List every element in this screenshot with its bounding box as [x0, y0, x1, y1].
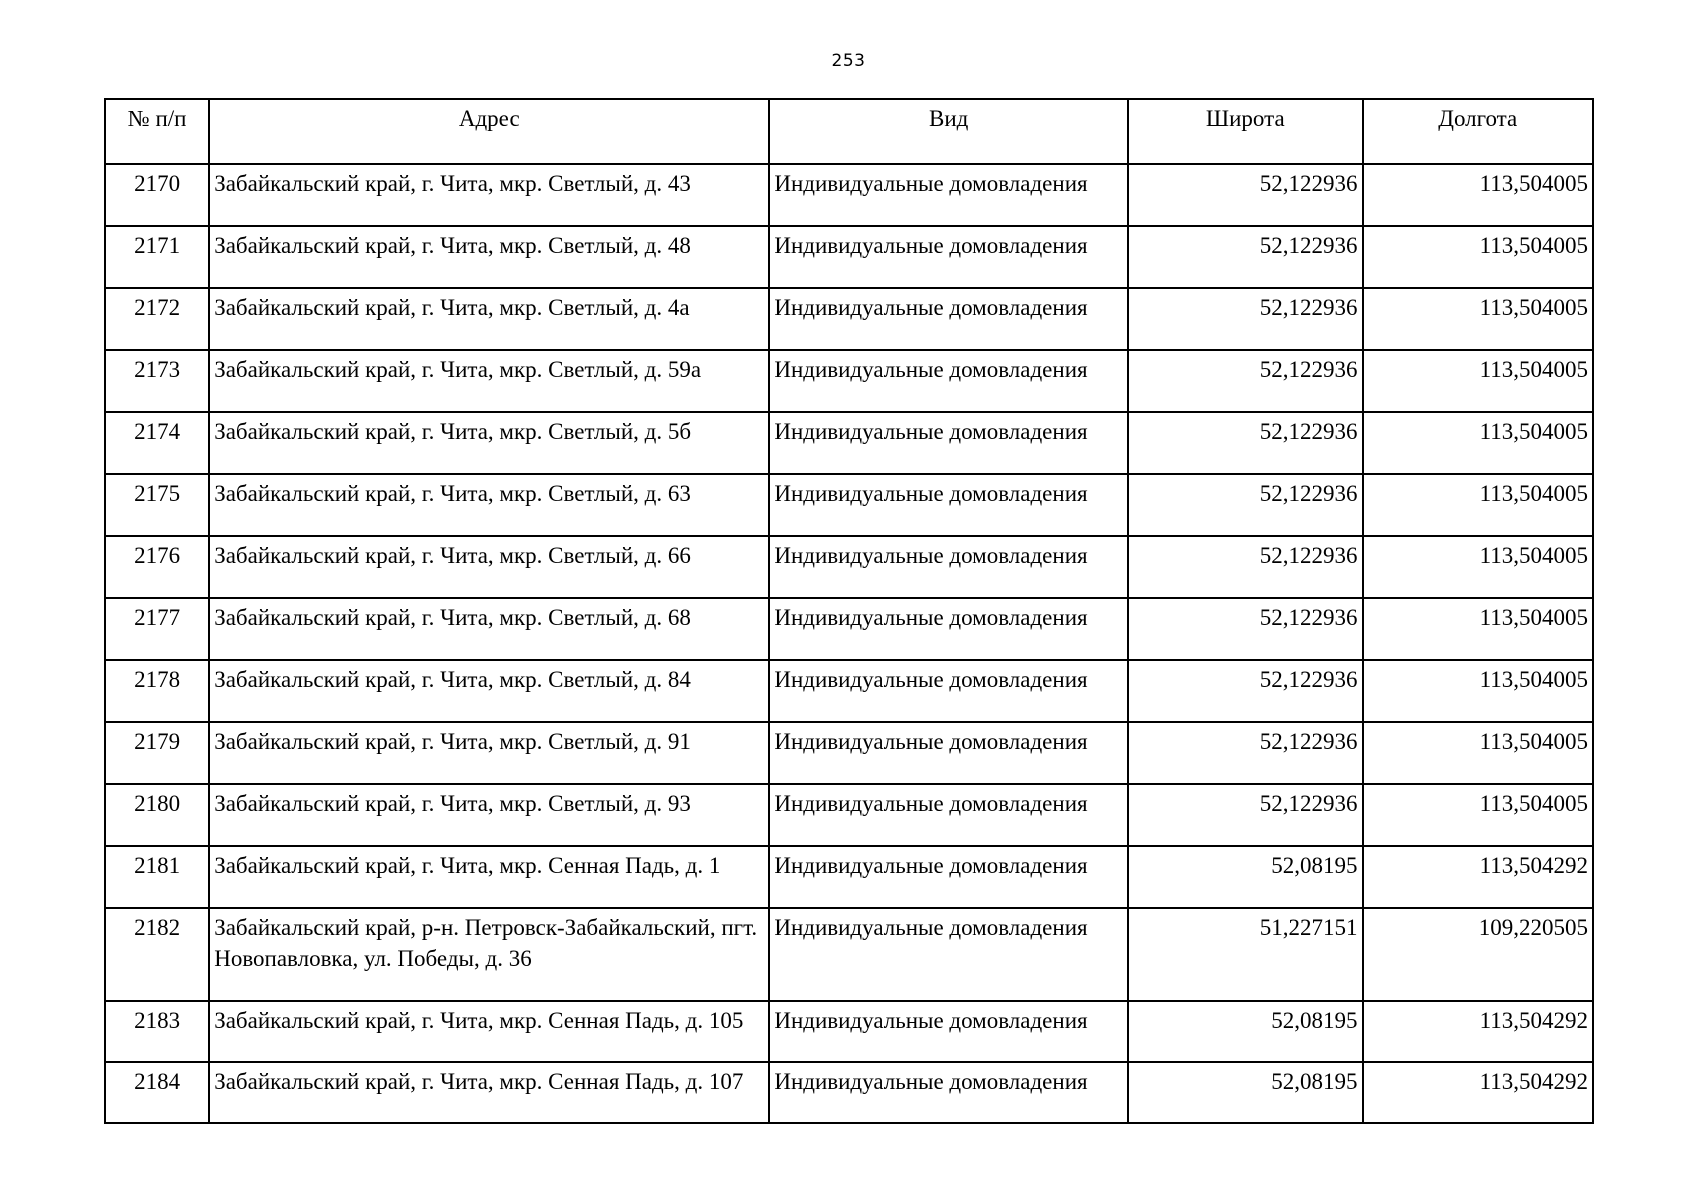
row-number: 2176: [105, 536, 209, 598]
table-row: [105, 536, 1593, 598]
row-number: 2171: [105, 226, 209, 288]
row-address: Забайкальский край, г. Чита, мкр. Светлый, д. 66: [209, 536, 769, 598]
header-kind: Вид: [769, 99, 1128, 164]
header-latitude: Широта: [1128, 99, 1362, 164]
table-row: [105, 660, 1593, 722]
row-kind: Индивидуальные домовладения: [769, 1062, 1128, 1123]
row-kind: Индивидуальные домовладения: [769, 784, 1128, 846]
row-address: Забайкальский край, г. Чита, мкр. Светлый, д. 84: [209, 660, 769, 722]
header-longitude: Долгота: [1363, 99, 1593, 164]
row-latitude: 52,08195: [1128, 1001, 1362, 1062]
row-number: 2184: [105, 1062, 209, 1123]
table-row: [105, 722, 1593, 784]
row-number: 2178: [105, 660, 209, 722]
row-kind: Индивидуальные домовладения: [769, 412, 1128, 474]
row-longitude: 113,504005: [1363, 784, 1593, 846]
table-row: [105, 412, 1593, 474]
row-address: Забайкальский край, г. Чита, мкр. Светлый, д. 63: [209, 474, 769, 536]
row-latitude: 52,122936: [1128, 350, 1362, 412]
row-number: 2177: [105, 598, 209, 660]
row-latitude: 52,122936: [1128, 226, 1362, 288]
table-row: [105, 288, 1593, 350]
row-longitude: 113,504005: [1363, 722, 1593, 784]
row-latitude: 52,122936: [1128, 412, 1362, 474]
row-latitude: 52,122936: [1128, 536, 1362, 598]
row-kind: Индивидуальные домовладения: [769, 226, 1128, 288]
table-row: [105, 1001, 1593, 1062]
row-address: Забайкальский край, г. Чита, мкр. Светлый, д. 68: [209, 598, 769, 660]
row-kind: Индивидуальные домовладения: [769, 474, 1128, 536]
table-row: [105, 598, 1593, 660]
table-row: [105, 784, 1593, 846]
table-row: [105, 474, 1593, 536]
table-row: [105, 1062, 1593, 1123]
row-number: 2180: [105, 784, 209, 846]
row-address: Забайкальский край, г. Чита, мкр. Светлый, д. 5б: [209, 412, 769, 474]
page-number: 253: [831, 51, 866, 71]
row-kind: Индивидуальные домовладения: [769, 288, 1128, 350]
row-number: 2181: [105, 846, 209, 908]
row-latitude: 52,122936: [1128, 288, 1362, 350]
row-kind: Индивидуальные домовладения: [769, 908, 1128, 1001]
row-number: 2179: [105, 722, 209, 784]
row-latitude: 52,122936: [1128, 598, 1362, 660]
row-address: Забайкальский край, г. Чита, мкр. Светлый, д. 93: [209, 784, 769, 846]
row-kind: Индивидуальные домовладения: [769, 660, 1128, 722]
table-header-row: [105, 99, 1593, 164]
row-number: 2175: [105, 474, 209, 536]
row-longitude: 109,220505: [1363, 908, 1593, 1001]
row-kind: Индивидуальные домовладения: [769, 846, 1128, 908]
row-address: Забайкальский край, г. Чита, мкр. Светлый, д. 48: [209, 226, 769, 288]
row-latitude: 52,122936: [1128, 164, 1362, 226]
row-latitude: 52,122936: [1128, 722, 1362, 784]
row-longitude: 113,504005: [1363, 474, 1593, 536]
row-latitude: 52,08195: [1128, 1062, 1362, 1123]
row-address: Забайкальский край, р-н. Петровск-Забайкальский, пгт. Новопавловка, ул. Победы, д. 36: [209, 908, 769, 1001]
row-kind: Индивидуальные домовладения: [769, 164, 1128, 226]
row-address: Забайкальский край, г. Чита, мкр. Светлый, д. 4а: [209, 288, 769, 350]
row-address: Забайкальский край, г. Чита, мкр. Светлый, д. 91: [209, 722, 769, 784]
row-address: Забайкальский край, г. Чита, мкр. Сенная Падь, д. 1: [209, 846, 769, 908]
row-latitude: 52,122936: [1128, 474, 1362, 536]
row-address: Забайкальский край, г. Чита, мкр. Сенная Падь, д. 105: [209, 1001, 769, 1062]
row-address: Забайкальский край, г. Чита, мкр. Светлый, д. 59а: [209, 350, 769, 412]
row-kind: Индивидуальные домовладения: [769, 536, 1128, 598]
address-registry-table: [104, 98, 1594, 1124]
row-number: 2174: [105, 412, 209, 474]
row-longitude: 113,504292: [1363, 846, 1593, 908]
row-kind: Индивидуальные домовладения: [769, 598, 1128, 660]
row-longitude: 113,504005: [1363, 226, 1593, 288]
table-row: [105, 350, 1593, 412]
row-number: 2182: [105, 908, 209, 1001]
row-number: 2183: [105, 1001, 209, 1062]
row-number: 2172: [105, 288, 209, 350]
row-latitude: 52,122936: [1128, 660, 1362, 722]
row-latitude: 51,227151: [1128, 908, 1362, 1001]
table-row: [105, 846, 1593, 908]
table-row: [105, 226, 1593, 288]
row-longitude: 113,504005: [1363, 660, 1593, 722]
row-longitude: 113,504005: [1363, 350, 1593, 412]
row-address: Забайкальский край, г. Чита, мкр. Сенная Падь, д. 107: [209, 1062, 769, 1123]
row-longitude: 113,504005: [1363, 536, 1593, 598]
header-num: № п/п: [105, 99, 209, 164]
header-address: Адрес: [209, 99, 769, 164]
row-latitude: 52,122936: [1128, 784, 1362, 846]
row-number: 2170: [105, 164, 209, 226]
table-row: [105, 164, 1593, 226]
row-address: Забайкальский край, г. Чита, мкр. Светлый, д. 43: [209, 164, 769, 226]
row-longitude: 113,504005: [1363, 288, 1593, 350]
row-longitude: 113,504005: [1363, 164, 1593, 226]
row-longitude: 113,504292: [1363, 1062, 1593, 1123]
row-longitude: 113,504005: [1363, 412, 1593, 474]
row-number: 2173: [105, 350, 209, 412]
table-row: [105, 908, 1593, 1001]
row-longitude: 113,504005: [1363, 598, 1593, 660]
row-kind: Индивидуальные домовладения: [769, 1001, 1128, 1062]
row-longitude: 113,504292: [1363, 1001, 1593, 1062]
row-kind: Индивидуальные домовладения: [769, 350, 1128, 412]
row-latitude: 52,08195: [1128, 846, 1362, 908]
row-kind: Индивидуальные домовладения: [769, 722, 1128, 784]
